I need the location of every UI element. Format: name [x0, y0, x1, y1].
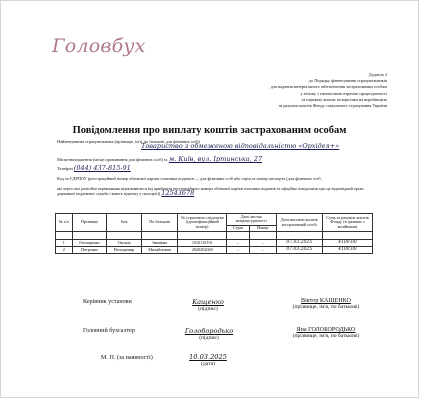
col-header-sheet: Дані листка непрацездатності: [227, 214, 276, 226]
head-signature: Kащенко: [192, 298, 224, 306]
col-header-date: Дата виплати коштів застрахованій особі: [276, 214, 322, 232]
accountant-signature: Голобородько: [184, 327, 234, 335]
head-sign-caption: (підпис): [198, 306, 218, 312]
insurer-name-value: Товариство з обмеженою відповідальністю «Орхідея+»: [141, 142, 340, 150]
insurer-name-line: [141, 144, 339, 149]
cell-series: –: [227, 240, 250, 247]
brand-logo: Головбух: [52, 35, 146, 57]
location-value: м. Київ, вул. Іртинська, 27: [168, 155, 263, 163]
cell-name: Володимир: [107, 247, 142, 254]
code-label-rest: (реєстраційний номер облікової картки платника податків — для фізичних осіб або серія та номер паспорта (для фізичних осіб,: [87, 176, 322, 181]
appendix-line: Додаток 2: [368, 72, 387, 77]
col-header-patronymic: По батькові: [141, 214, 178, 232]
head-sign-block: [183, 298, 233, 312]
cell-sum: 4100,00: [322, 240, 372, 247]
appendix-line: за рахунок коштів Фонду соціального страхування України: [278, 103, 387, 109]
accountant-name-block: [281, 327, 371, 339]
table-header-row: [56, 214, 373, 226]
col-header-cert: № страхового свідоцтва (ідентифікаційний номер): [178, 214, 227, 232]
date-value: 10.03.2025: [189, 353, 227, 361]
col-header-number: Номер: [249, 225, 276, 232]
col-header-no: № з/п: [56, 214, 73, 232]
col-header-sum: Сума за рахунок коштів Фонду (в гривнях з копійками): [322, 214, 372, 232]
cell-surname: Петренко: [72, 247, 107, 254]
phone-label: Телефон: [57, 166, 73, 171]
head-label: Керівник установи: [83, 299, 132, 305]
accountant-label: Головний бухгалтер: [83, 328, 135, 334]
appendix-line: та переказу виплат потерпілим на виробництві: [301, 96, 387, 102]
cell-series: –: [227, 247, 250, 254]
stamp-label: М. П. (за наявності): [101, 355, 153, 361]
phone-line: [57, 166, 131, 171]
appendix-block: [197, 72, 387, 109]
cell-surname: Гончаренко: [72, 240, 107, 247]
code-line: [57, 176, 322, 181]
accountant-name-caption: (прізвище, ім'я, по батькові): [292, 333, 360, 339]
col-header-surname: Прізвище: [72, 214, 107, 232]
accountant-sign-caption: (підпис): [199, 335, 219, 341]
insurer-name-label: Найменування страхувальника (прізвище, ім'я, по батькові для фізичних осіб): [57, 139, 200, 144]
cell-cert: 1010110101: [178, 240, 227, 247]
appendix-line: у зв'язку з тимчасовою втратою працездатності: [300, 90, 387, 96]
cell-sum: 4100,00: [322, 247, 372, 254]
cell-date: 07.03.2025: [276, 240, 322, 247]
cell-patronymic: Іванівна: [141, 240, 178, 247]
table-row: [56, 247, 373, 254]
code-note: які через свої релігійні переконання відмовляються від прийняття реєстраційного номера облікової картки платника податків та офіційно повідомили про це відповідний орган державної податкової служби і мають відмітку у паспорті)): [57, 186, 364, 197]
appendix-line: для надання матеріального забезпечення застрахованим особам: [270, 84, 387, 90]
head-name-caption: (прізвище, ім'я, по батькові): [292, 304, 360, 310]
cell-patronymic: Михайлович: [141, 247, 178, 254]
location-label: Місцезнаходження (місце проживання для фізичних осіб) м.: [57, 157, 168, 162]
head-name-block: [281, 298, 371, 310]
accountant-name: Яна ГОЛОБОРОДЬКО: [296, 327, 356, 333]
code-value: 12543678: [161, 189, 195, 198]
code-label: Код за ЄДРПОУ: [57, 176, 87, 181]
location-line: [57, 157, 262, 162]
accountant-sign-block: [179, 327, 239, 341]
appendix-line: до Порядку фінансування страхувальників: [308, 78, 387, 84]
date-caption: (дата): [201, 361, 215, 367]
date-block: [183, 353, 233, 367]
cell-no: 1: [56, 240, 73, 247]
payments-table: [55, 213, 373, 254]
cell-no: 2: [56, 247, 73, 254]
phone-value: (044) 437-815-91: [73, 164, 131, 172]
head-name: Віктор КАЩЕНКО: [301, 298, 351, 304]
cell-name: Оксана: [107, 240, 142, 247]
cell-number: –: [249, 240, 276, 247]
document-title: Повідомлення про виплату коштів застрахованим особам: [72, 125, 347, 136]
table-spacer-row: [56, 232, 373, 240]
code-note-block: [57, 186, 371, 196]
cell-number: –: [249, 247, 276, 254]
col-header-name: Ім'я: [107, 214, 142, 232]
col-header-series: Серія: [227, 225, 250, 232]
table-row: [56, 240, 373, 247]
cell-cert: 2020202020: [178, 247, 227, 254]
cell-date: 07.03.2025: [276, 247, 322, 254]
